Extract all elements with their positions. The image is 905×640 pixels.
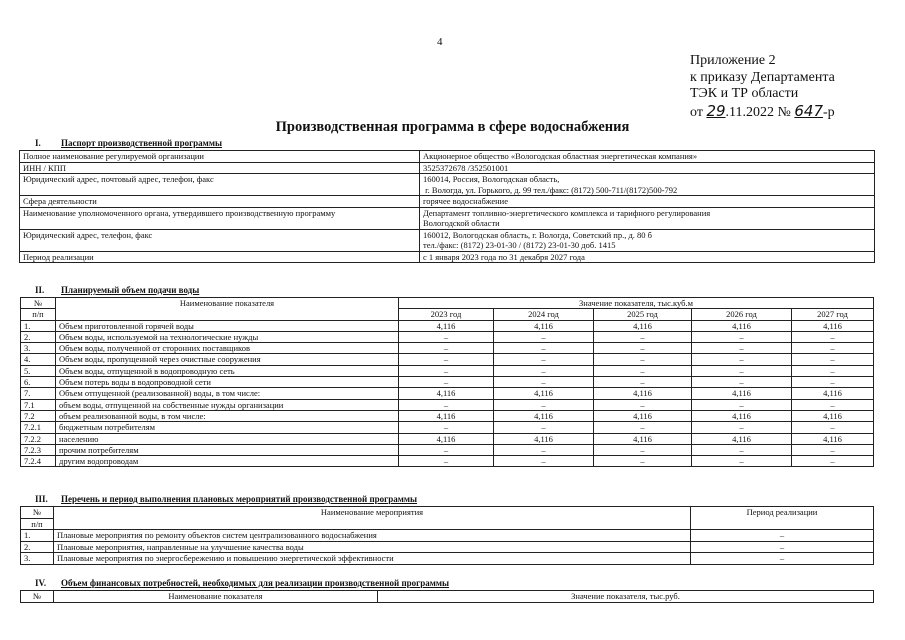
row-value: – bbox=[594, 331, 692, 342]
row-indicator: объем реализованной воды, в том числе: bbox=[56, 410, 399, 421]
row-value: – bbox=[594, 354, 692, 365]
row-number: 1. bbox=[21, 320, 56, 331]
row-value: 4,116 bbox=[692, 410, 792, 421]
row-value: 4,116 bbox=[399, 410, 494, 421]
measure-row bbox=[21, 541, 874, 553]
volume-row bbox=[21, 410, 874, 421]
passport-value-line: 160012, Вологодская область, г. Вологда, Советский пр., д. 80 б bbox=[423, 229, 653, 240]
row-value: – bbox=[399, 354, 494, 365]
volume-row bbox=[21, 343, 874, 354]
row-indicator: прочим потребителям bbox=[56, 444, 399, 455]
row-number: 3. bbox=[21, 343, 56, 354]
row-value: – bbox=[692, 399, 792, 410]
row-value: – bbox=[692, 377, 792, 388]
row-number: 4. bbox=[21, 354, 56, 365]
measure-number: 1. bbox=[21, 530, 54, 542]
volume-row bbox=[21, 422, 874, 433]
row-value: 4,116 bbox=[399, 320, 494, 331]
row-indicator: Объем воды, пропущенной через очистные сооружения bbox=[56, 354, 399, 365]
row-indicator: объем воды, отпущенной на собственные нужды организации bbox=[56, 399, 399, 410]
row-number: 7.2.3 bbox=[21, 444, 56, 455]
passport-row bbox=[20, 207, 875, 229]
row-indicator: Объем воды, отпущенной в водопроводную сеть bbox=[56, 365, 399, 376]
measure-name: Плановые мероприятия по энергосбережению и повышению энергетической эффективности bbox=[54, 553, 691, 565]
volume-row bbox=[21, 433, 874, 444]
volume-row bbox=[21, 399, 874, 410]
row-number: 5. bbox=[21, 365, 56, 376]
row-value: – bbox=[594, 365, 692, 376]
passport-value-line: 160014, Россия, Вологодская область, bbox=[423, 174, 560, 184]
volume-row bbox=[21, 444, 874, 455]
passport-label: Юридический адрес, почтовый адрес, телефон, факс bbox=[20, 174, 420, 196]
row-value: – bbox=[792, 343, 874, 354]
row-value: 4,116 bbox=[594, 388, 692, 399]
row-value: – bbox=[692, 422, 792, 433]
row-value: 4,116 bbox=[792, 320, 874, 331]
passport-label: ИНН / КПП bbox=[20, 162, 420, 174]
header-num-2: п/п bbox=[21, 309, 56, 320]
financial-header-name: Наименование показателя bbox=[54, 591, 378, 603]
volume-row bbox=[21, 365, 874, 376]
row-value: – bbox=[399, 456, 494, 467]
passport-value bbox=[420, 207, 875, 229]
section-1-title: Паспорт производственной программы bbox=[61, 138, 222, 148]
measure-row bbox=[21, 553, 874, 565]
section-1-number: I. bbox=[35, 138, 41, 148]
row-value: – bbox=[594, 399, 692, 410]
row-value: 4,116 bbox=[399, 388, 494, 399]
row-value: – bbox=[494, 422, 594, 433]
measure-name: Плановые мероприятия, направленные на улучшение качества воды bbox=[54, 541, 691, 553]
row-indicator: Объем потерь воды в водопроводной сети bbox=[56, 377, 399, 388]
passport-row bbox=[20, 251, 875, 263]
year-header: 2024 год bbox=[494, 309, 594, 320]
row-value: – bbox=[399, 365, 494, 376]
row-value: – bbox=[792, 331, 874, 342]
row-value: 4,116 bbox=[494, 410, 594, 421]
row-indicator: Объем воды, полученной от сторонних поставщиков bbox=[56, 343, 399, 354]
row-value: – bbox=[494, 365, 594, 376]
row-number: 2. bbox=[21, 331, 56, 342]
section-2-heading bbox=[35, 285, 199, 295]
financial-header-num: № bbox=[21, 591, 54, 603]
passport-row bbox=[20, 151, 875, 163]
financial-table bbox=[20, 590, 874, 603]
row-value: – bbox=[692, 354, 792, 365]
order-suffix: -р bbox=[823, 104, 835, 120]
measure-number: 3. bbox=[21, 553, 54, 565]
row-value: – bbox=[594, 343, 692, 354]
volume-row bbox=[21, 331, 874, 342]
passport-value-line: горячее водоснабжение bbox=[423, 196, 508, 206]
passport-value bbox=[420, 162, 875, 174]
row-value: – bbox=[399, 422, 494, 433]
passport-value bbox=[420, 174, 875, 196]
measure-period: – bbox=[691, 553, 874, 565]
passport-value-line: 3525372678 /352501001 bbox=[423, 162, 509, 173]
measures-header-period: Период реализации bbox=[691, 507, 874, 530]
passport-row bbox=[20, 229, 875, 251]
passport-label: Период реализации bbox=[20, 251, 420, 263]
section-4-title: Объем финансовых потребностей, необходимых для реализации производственной программы bbox=[61, 578, 450, 588]
row-value: 4,116 bbox=[594, 320, 692, 331]
passport-label: Юридический адрес, телефон, факс bbox=[20, 229, 420, 251]
row-value: – bbox=[494, 456, 594, 467]
row-number: 7.2 bbox=[21, 410, 56, 421]
row-value: – bbox=[494, 354, 594, 365]
row-value: 4,116 bbox=[594, 433, 692, 444]
row-indicator: населению bbox=[56, 433, 399, 444]
row-value: 4,116 bbox=[494, 388, 594, 399]
row-value: – bbox=[399, 343, 494, 354]
section-1-heading bbox=[35, 138, 222, 148]
date-day: 29 bbox=[706, 101, 726, 120]
appendix-header bbox=[690, 53, 835, 121]
measure-period: – bbox=[691, 530, 874, 542]
row-value: – bbox=[594, 377, 692, 388]
passport-value bbox=[420, 151, 875, 163]
row-value: – bbox=[399, 377, 494, 388]
row-value: 4,116 bbox=[692, 433, 792, 444]
measures-header-num-2: п/п bbox=[21, 518, 54, 530]
row-value: – bbox=[399, 399, 494, 410]
row-value: – bbox=[399, 331, 494, 342]
year-header: 2025 год bbox=[594, 309, 692, 320]
financial-header-value: Значение показателя, тыс.руб. bbox=[378, 591, 874, 603]
order-number: 647 bbox=[794, 101, 824, 120]
row-number: 6. bbox=[21, 377, 56, 388]
section-2-title: Планируемый объем подачи воды bbox=[61, 285, 200, 295]
passport-value-line: г. Вологда, ул. Горького, д. 99 тел./факс: (8172) 500-711/(8172)500-792 bbox=[423, 184, 678, 195]
row-value: – bbox=[494, 444, 594, 455]
section-2-number: II. bbox=[35, 285, 45, 295]
volume-row bbox=[21, 320, 874, 331]
row-indicator: другим водопроводам bbox=[56, 456, 399, 467]
passport-value bbox=[420, 196, 875, 208]
row-number: 7.2.2 bbox=[21, 433, 56, 444]
passport-label: Сфера деятельности bbox=[20, 196, 420, 208]
row-value: – bbox=[494, 331, 594, 342]
appendix-line-3: ТЭК и ТР области bbox=[690, 86, 799, 101]
measure-name: Плановые мероприятия по ремонту объектов систем централизованного водоснабжения bbox=[54, 530, 691, 542]
row-value: 4,116 bbox=[692, 320, 792, 331]
header-value: Значение показателя, тыс.куб.м bbox=[399, 298, 874, 309]
volume-row bbox=[21, 354, 874, 365]
section-3-title: Перечень и период выполнения плановых мероприятий производственной программы bbox=[61, 494, 418, 504]
appendix-line-1: Приложение 2 bbox=[690, 53, 776, 68]
passport-row bbox=[20, 196, 875, 208]
row-value: – bbox=[494, 377, 594, 388]
volume-row bbox=[21, 456, 874, 467]
date-prefix: от bbox=[690, 104, 703, 120]
row-value: 4,116 bbox=[792, 433, 874, 444]
row-number: 7.1 bbox=[21, 399, 56, 410]
row-value: – bbox=[692, 456, 792, 467]
row-number: 7. bbox=[21, 388, 56, 399]
row-value: – bbox=[594, 456, 692, 467]
row-value: 4,116 bbox=[399, 433, 494, 444]
row-indicator: Объем приготовленной горячей воды bbox=[56, 320, 399, 331]
row-value: 4,116 bbox=[692, 388, 792, 399]
passport-row bbox=[20, 162, 875, 174]
section-3-heading bbox=[35, 494, 417, 504]
passport-value-line: с 1 января 2023 года по 31 декабря 2027 года bbox=[423, 251, 585, 262]
header-indicator-name: Наименование показателя bbox=[56, 298, 399, 321]
date-rest: .11.2022 № bbox=[725, 104, 791, 120]
water-volume-table bbox=[20, 297, 874, 467]
passport-value-line: тел./факс: (8172) 23-01-30 / (8172) 23-01-30 доб. 1415 bbox=[423, 240, 616, 250]
row-value: – bbox=[692, 444, 792, 455]
passport-value bbox=[420, 251, 875, 263]
row-value: – bbox=[692, 343, 792, 354]
row-value: – bbox=[494, 399, 594, 410]
row-number: 7.2.4 bbox=[21, 456, 56, 467]
row-value: – bbox=[594, 444, 692, 455]
section-4-heading bbox=[35, 578, 449, 588]
row-value: 4,116 bbox=[494, 320, 594, 331]
row-value: – bbox=[792, 444, 874, 455]
measure-row bbox=[21, 530, 874, 542]
year-header: 2023 год bbox=[399, 309, 494, 320]
passport-value bbox=[420, 229, 875, 251]
row-indicator: Объем воды, используемой на технологические нужды bbox=[56, 331, 399, 342]
row-value: 4,116 bbox=[594, 410, 692, 421]
row-value: 4,116 bbox=[792, 388, 874, 399]
row-value: – bbox=[792, 377, 874, 388]
row-value: 4,116 bbox=[494, 433, 594, 444]
volume-row bbox=[21, 388, 874, 399]
measures-table bbox=[20, 506, 874, 565]
passport-row bbox=[20, 174, 875, 196]
row-number: 7.2.1 bbox=[21, 422, 56, 433]
row-value: – bbox=[792, 354, 874, 365]
row-indicator: бюджетным потребителям bbox=[56, 422, 399, 433]
passport-label: Полное наименование регулируемой организации bbox=[20, 151, 420, 163]
year-header: 2026 год bbox=[692, 309, 792, 320]
row-value: – bbox=[792, 365, 874, 376]
measures-header-num: № bbox=[21, 507, 54, 519]
passport-value-line: Акционерное общество «Вологодская областная энергетическая компания» bbox=[423, 151, 698, 161]
passport-value-line: Вологодской области bbox=[423, 218, 500, 228]
header-num: № bbox=[21, 298, 56, 309]
row-value: – bbox=[792, 456, 874, 467]
passport-label: Наименование уполномоченного органа, утвердившего производственную программу bbox=[20, 207, 420, 229]
year-header: 2027 год bbox=[792, 309, 874, 320]
row-value: – bbox=[692, 331, 792, 342]
section-3-number: III. bbox=[35, 494, 48, 504]
row-value: – bbox=[692, 365, 792, 376]
measures-header-name: Наименование мероприятия bbox=[54, 507, 691, 530]
document-title: Производственная программа в сфере водоснабжения bbox=[275, 119, 630, 135]
section-4-number: IV. bbox=[35, 578, 47, 588]
row-value: – bbox=[494, 343, 594, 354]
volume-row bbox=[21, 377, 874, 388]
measure-period: – bbox=[691, 541, 874, 553]
row-value: – bbox=[399, 444, 494, 455]
passport-table bbox=[19, 150, 875, 263]
row-value: – bbox=[792, 399, 874, 410]
measure-number: 2. bbox=[21, 541, 54, 553]
passport-value-line: Департамент топливно-энергетического комплекса и тарифного регулирования bbox=[423, 207, 711, 218]
row-indicator: Объем отпущенной (реализованной) воды, в том числе: bbox=[56, 388, 399, 399]
page-number: 4 bbox=[437, 36, 443, 48]
row-value: – bbox=[792, 422, 874, 433]
row-value: – bbox=[594, 422, 692, 433]
row-value: 4,116 bbox=[792, 410, 874, 421]
appendix-line-2: к приказу Департамента bbox=[690, 69, 835, 85]
